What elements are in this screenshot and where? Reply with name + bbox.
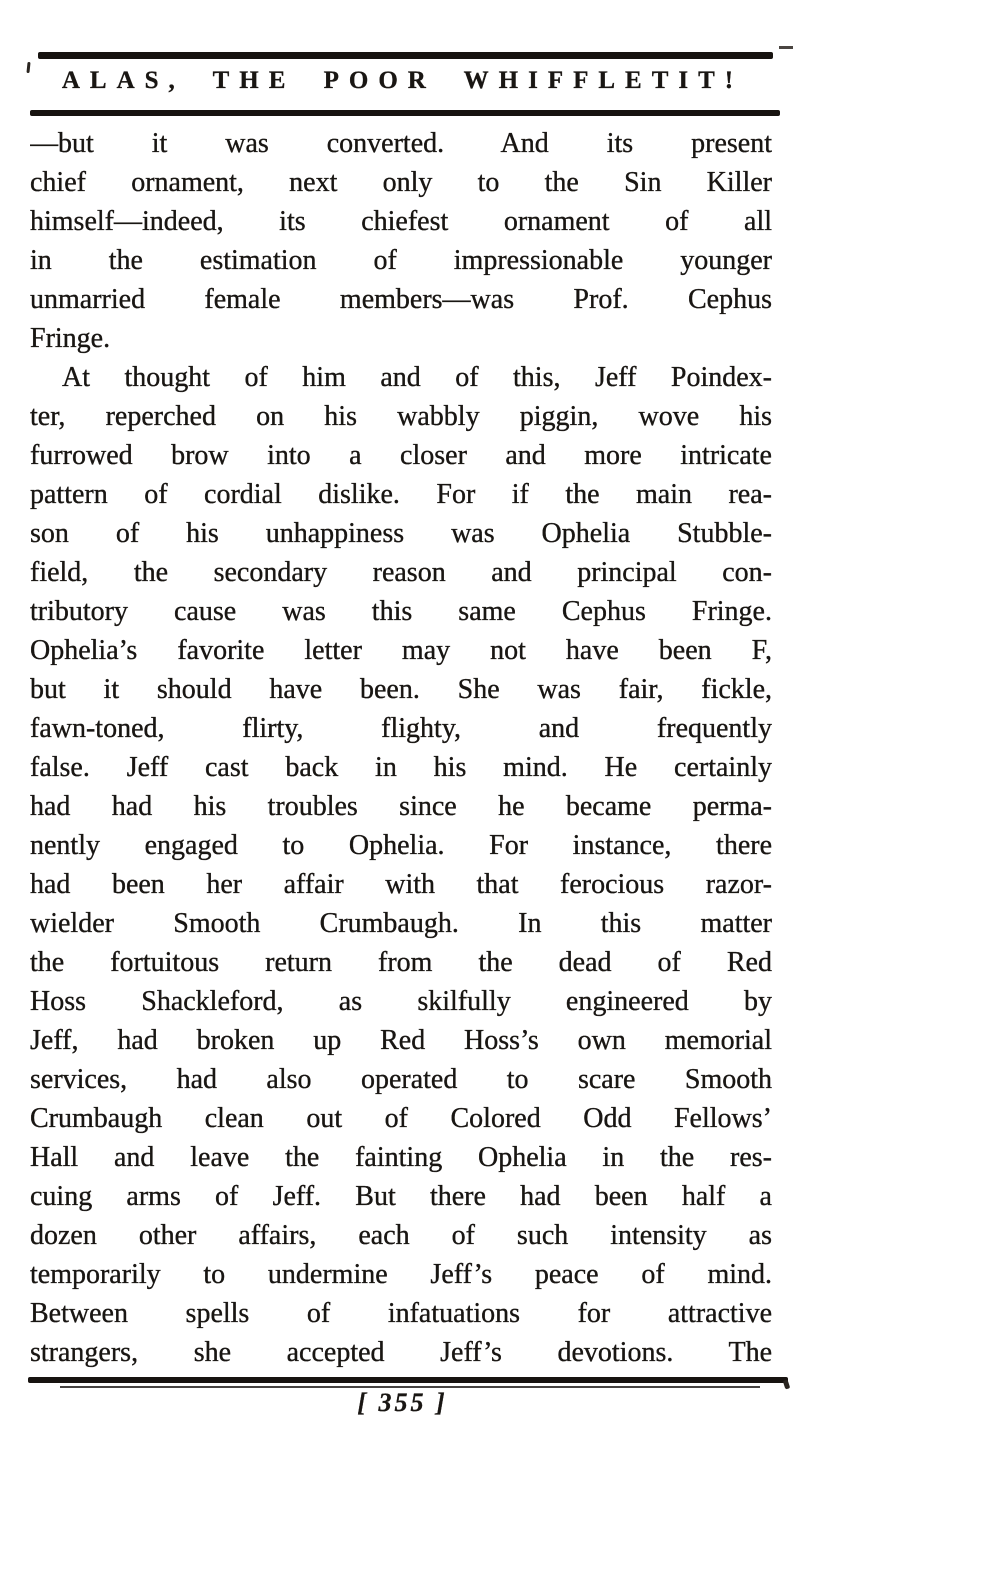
text-line: had had his troubles since he became perma-: [30, 791, 772, 822]
paragraph: [30, 358, 772, 1372]
text-line: chief ornament, next only to the Sin Killer: [30, 167, 772, 198]
text-line: field, the secondary reason and principal con-: [30, 557, 772, 588]
page-number: [ 355 ]: [357, 1388, 448, 1417]
text-line: Between spells of infatuations for attractive: [30, 1298, 772, 1329]
text-line: in the estimation of impressionable younger: [30, 245, 772, 276]
text-line: ter, reperched on his wabbly piggin, wove his: [30, 401, 772, 432]
text-line: Crumbaugh clean out of Colored Odd Fellows’: [30, 1103, 772, 1134]
text-line: himself—indeed, its chiefest ornament of all: [30, 206, 772, 237]
text-line: false. Jeff cast back in his mind. He certainly: [30, 752, 772, 783]
header-rule-top: [38, 52, 773, 59]
text-line: temporarily to undermine Jeff’s peace of mind.: [30, 1259, 772, 1290]
running-head: ALAS, THE POOR WHIFFLETIT!: [61, 67, 744, 94]
text-line: Fringe.: [30, 323, 111, 354]
text-line: fawn-toned, flirty, flighty, and frequently: [30, 713, 772, 744]
text-line: furrowed brow into a closer and more intricate: [30, 440, 772, 471]
text-line: —but it was converted. And its present: [30, 128, 772, 159]
text-line: cuing arms of Jeff. But there had been half a: [30, 1181, 772, 1212]
text-line: strangers, she accepted Jeff’s devotions. The: [30, 1337, 772, 1368]
text-line: At thought of him and of this, Jeff Poindex-: [62, 362, 772, 393]
text-line: services, had also operated to scare Smooth: [30, 1064, 772, 1095]
text-line: Hall and leave the fainting Ophelia in the res-: [30, 1142, 772, 1173]
text-line: pattern of cordial dislike. For if the main rea-: [30, 479, 772, 510]
text-line: Ophelia’s favorite letter may not have been F,: [30, 635, 772, 666]
scan-artifact-hook: [783, 1379, 791, 1389]
text-line: Hoss Shackleford, as skilfully engineered by: [30, 986, 772, 1017]
text-line: unmarried female members—was Prof. Cephus: [30, 284, 772, 315]
text-line: but it should have been. She was fair, fickle,: [30, 674, 772, 705]
body-text: [30, 124, 772, 1372]
text-line: the fortuitous return from the dead of Red: [30, 947, 772, 978]
text-line: had been her affair with that ferocious razor-: [30, 869, 772, 900]
text-line: dozen other affairs, each of such intensity as: [30, 1220, 772, 1251]
text-line: Jeff, had broken up Red Hoss’s own memorial: [30, 1025, 772, 1056]
paragraph-continued: [30, 124, 772, 358]
header-rule-bottom: [30, 110, 780, 116]
text-line: tributory cause was this same Cephus Fringe.: [30, 596, 772, 627]
scan-artifact-dash: [779, 46, 793, 49]
text-line: wielder Smooth Crumbaugh. In this matter: [30, 908, 772, 939]
text-line: son of his unhappiness was Ophelia Stubble-: [30, 518, 772, 549]
footer-rule: [28, 1377, 788, 1383]
text-line: nently engaged to Ophelia. For instance, there: [30, 830, 772, 861]
